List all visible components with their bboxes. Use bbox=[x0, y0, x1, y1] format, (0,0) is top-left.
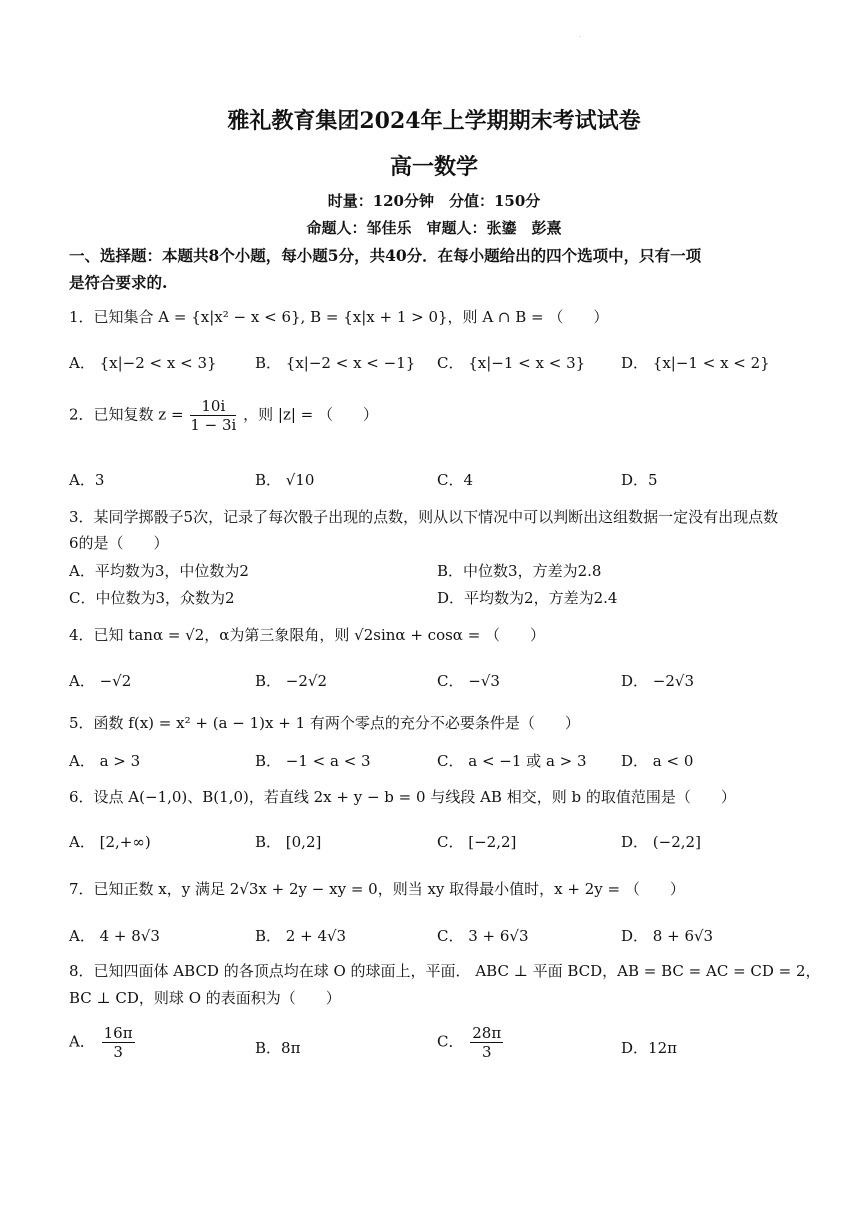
question-4-stem: 4．已知 tanα = √2，α为第三象限角，则 √2sinα + cosα = （ ） bbox=[69, 626, 546, 644]
q2-denominator: 1 − 3i bbox=[190, 416, 237, 434]
q8-option-a-fraction bbox=[102, 1024, 135, 1061]
q4-option-d: D． −2√3 bbox=[621, 672, 695, 690]
question-2-stem bbox=[69, 397, 378, 434]
q2-fraction bbox=[190, 397, 236, 434]
q3-option-a: A．平均数为3，中位数为2 bbox=[69, 562, 249, 580]
time-score: 时量：120分钟 分值：150分 bbox=[327, 192, 541, 210]
q8-option-c-label: C． bbox=[437, 1032, 464, 1051]
q3-option-b: B．中位数3，方差为2.8 bbox=[437, 562, 602, 580]
question-6-stem: 6．设点 A(−1,0)、B(1,0)，若直线 2x + y − b = 0 与线段 AB 相交，则 b 的取值范围是（ ） bbox=[69, 788, 736, 806]
q6-option-c: C． [−2,2] bbox=[437, 833, 517, 851]
q2-stem-pre: 2．已知复数 z = bbox=[69, 405, 184, 424]
q5-option-d: D． a < 0 bbox=[621, 752, 694, 770]
q6-option-a: A． [2,+∞) bbox=[69, 833, 151, 851]
q8-option-a-denominator: 3 bbox=[113, 1043, 123, 1061]
q8-option-c-numerator: 28π bbox=[472, 1024, 502, 1042]
q8-option-b: B．8π bbox=[255, 1039, 301, 1057]
q8-option-c bbox=[437, 1024, 505, 1061]
q2-option-c: C．4 bbox=[437, 471, 474, 489]
q4-option-b: B． −2√2 bbox=[255, 672, 328, 690]
q7-option-a: A． 4 + 8√3 bbox=[69, 927, 160, 945]
q6-option-b: B． [0,2] bbox=[255, 833, 322, 851]
q5-option-a: A． a > 3 bbox=[69, 752, 141, 770]
section-heading-line1: 一、选择题：本题共8个小题，每小题5分，共40分．在每小题给出的四个选项中，只有一项 bbox=[69, 246, 702, 265]
q7-option-b: B． 2 + 4√3 bbox=[255, 927, 347, 945]
q8-option-a bbox=[69, 1024, 137, 1061]
q2-option-d: D．5 bbox=[621, 471, 658, 489]
q8-option-a-numerator: 16π bbox=[103, 1024, 133, 1042]
question-1-stem: 1．已知集合 A = {x|x² − x < 6}, B = {x|x + 1 > 0}，则 A ∩ B = （ ） bbox=[69, 308, 609, 326]
q4-option-a: A． −√2 bbox=[69, 672, 132, 690]
q3-option-d: D．平均数为2，方差为2.4 bbox=[437, 589, 618, 607]
q8-option-c-fraction bbox=[470, 1024, 503, 1061]
q5-option-b: B． −1 < a < 3 bbox=[255, 752, 371, 770]
q6-option-d: D． (−2,2] bbox=[621, 833, 701, 851]
q1-option-a: A． {x|−2 < x < 3} bbox=[69, 354, 217, 372]
q7-option-d: D． 8 + 6√3 bbox=[621, 927, 714, 945]
exam-title: 雅礼教育集团2024年上学期期末考试试卷 bbox=[227, 108, 641, 134]
q7-option-c: C． 3 + 6√3 bbox=[437, 927, 529, 945]
question-8-stem-line2: BC ⊥ CD，则球 O 的表面积为（ ） bbox=[69, 989, 341, 1007]
question-3-stem-line1: 3．某同学掷骰子5次，记录了每次骰子出现的点数，则从以下情况中可以判断出这组数据一定没有出现点数 bbox=[69, 508, 779, 526]
subject-title: 高一数学 bbox=[389, 154, 478, 180]
q8-option-d: D．12π bbox=[621, 1039, 677, 1057]
q3-option-c: C．中位数为3，众数为2 bbox=[69, 589, 235, 607]
question-5-stem: 5．函数 f(x) = x² + (a − 1)x + 1 有两个零点的充分不必要条件是（ ） bbox=[69, 714, 580, 732]
q1-option-b: B． {x|−2 < x < −1} bbox=[255, 354, 416, 372]
q8-option-c-denominator: 3 bbox=[481, 1043, 492, 1061]
question-7-stem: 7．已知正数 x，y 满足 2√3x + 2y − xy = 0，则当 xy 取得最小值时，x + 2y = （ ） bbox=[69, 880, 685, 898]
q2-option-a: A．3 bbox=[69, 471, 105, 489]
q2-stem-post: ，则 |z| = （ ） bbox=[243, 405, 379, 424]
q2-option-b: B． √10 bbox=[255, 471, 315, 489]
question-3-stem-line2: 6的是（ ） bbox=[69, 534, 169, 552]
q2-numerator: 10i bbox=[190, 397, 236, 416]
q1-option-d: D． {x|−1 < x < 2} bbox=[621, 354, 770, 372]
q8-option-a-label: A． bbox=[69, 1032, 95, 1051]
authors: 命题人：邹佳乐 审题人：张鎏 彭熹 bbox=[306, 219, 562, 237]
question-8-stem-line1: 8．已知四面体 ABCD 的各顶点均在球 O 的球面上，平面． ABC ⊥ 平面 BCD，AB = BC = AC = CD = 2， bbox=[69, 962, 821, 980]
section-heading-line2: 是符合要求的. bbox=[69, 273, 168, 292]
q4-option-c: C． −√3 bbox=[437, 672, 500, 690]
q5-option-c: C． a < −1 或 a > 3 bbox=[437, 752, 587, 770]
q1-option-c: C． {x|−1 < x < 3} bbox=[437, 354, 586, 372]
corner-mark: · bbox=[579, 34, 581, 41]
